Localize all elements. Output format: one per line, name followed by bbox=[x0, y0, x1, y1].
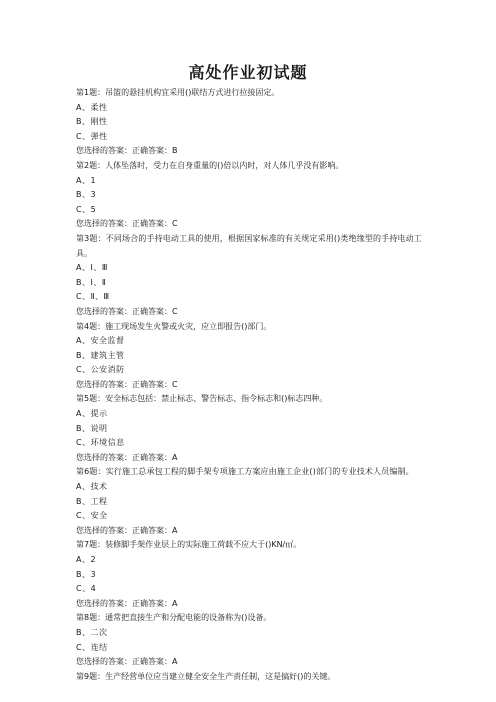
option-a: A、柔性 bbox=[76, 102, 108, 112]
option-a: A、提示 bbox=[76, 409, 108, 419]
option-c: C、公安消防 bbox=[76, 365, 125, 375]
question-text: 第8题：通常把直接生产和分配电能的设备称为()设备。 bbox=[76, 613, 272, 623]
question-text: 第7题：装修脚手架作业层上的实际施工荷载不应大于()KN/㎡。 bbox=[76, 540, 302, 550]
answer-line: 您选择的答案：正确答案：C bbox=[76, 379, 178, 389]
option-b: B、说明 bbox=[76, 423, 108, 433]
question-text: 第1题：吊篮的悬挂机构宜采用()联结方式进行拉接固定。 bbox=[76, 88, 280, 97]
question-text: 第3题：不同场合的手持电动工具的使用，根据国家标准的有关规定采用()类绝缘型的手持电动工具。 bbox=[76, 233, 422, 258]
option-a: A、Ⅰ、Ⅲ bbox=[76, 263, 108, 273]
option-c: C、弹性 bbox=[76, 131, 108, 141]
answer-line: 您选择的答案：正确答案：A bbox=[76, 657, 178, 667]
option-c: C、4 bbox=[76, 584, 97, 594]
option-a: A、安全监督 bbox=[76, 336, 125, 346]
question-text: 第6题：实行施工总承包工程的脚手架专项施工方案应由施工企业()部门的专业技术人员编制。 bbox=[76, 467, 414, 477]
option-c: C、环境信息 bbox=[76, 438, 125, 448]
question-list bbox=[76, 86, 428, 684]
answer-line: 您选择的答案：正确答案：C bbox=[76, 219, 178, 229]
option-c: C、安全 bbox=[76, 511, 108, 521]
question-text: 第4题：施工现场发生火警或火灾，应立即报告()部门。 bbox=[76, 321, 272, 331]
question-text: 第2题：人体坠落时，受力在自身重量的()倍以内时，对人体几乎没有影响。 bbox=[76, 160, 344, 170]
answer-line: 您选择的答案：正确答案：A bbox=[76, 598, 178, 608]
option-b: B、3 bbox=[76, 569, 97, 579]
option-b: B、工程 bbox=[76, 496, 108, 506]
option-b: B、3 bbox=[76, 190, 97, 200]
option-a: A、1 bbox=[76, 175, 97, 185]
option-a: A、技术 bbox=[76, 482, 108, 492]
option-c: C、5 bbox=[76, 204, 97, 214]
answer-line: 您选择的答案：正确答案：A bbox=[76, 525, 178, 535]
answer-line: 您选择的答案：正确答案：A bbox=[76, 452, 178, 462]
option-b: B、建筑主管 bbox=[76, 350, 125, 360]
option-c: C、Ⅱ、Ⅲ bbox=[76, 292, 110, 302]
option-b: B、刚性 bbox=[76, 117, 108, 127]
option-a: A、2 bbox=[76, 555, 97, 564]
answer-line: 您选择的答案：正确答案：C bbox=[76, 306, 178, 316]
question-text: 第9题：生产经营单位应当建立健全安全生产责任制，这是搞好()的关键。 bbox=[76, 671, 336, 681]
document-title: 高处作业初试题 bbox=[188, 63, 308, 82]
question-text: 第5题：安全标志包括：禁止标志、警告标志、指令标志和()标志四种。 bbox=[76, 394, 328, 404]
option-b: B、Ⅰ、Ⅱ bbox=[76, 277, 107, 287]
answer-line: 您选择的答案：正确答案：B bbox=[76, 146, 178, 156]
option-c: C、连结 bbox=[76, 642, 108, 652]
option-b: B、二次 bbox=[76, 627, 108, 637]
